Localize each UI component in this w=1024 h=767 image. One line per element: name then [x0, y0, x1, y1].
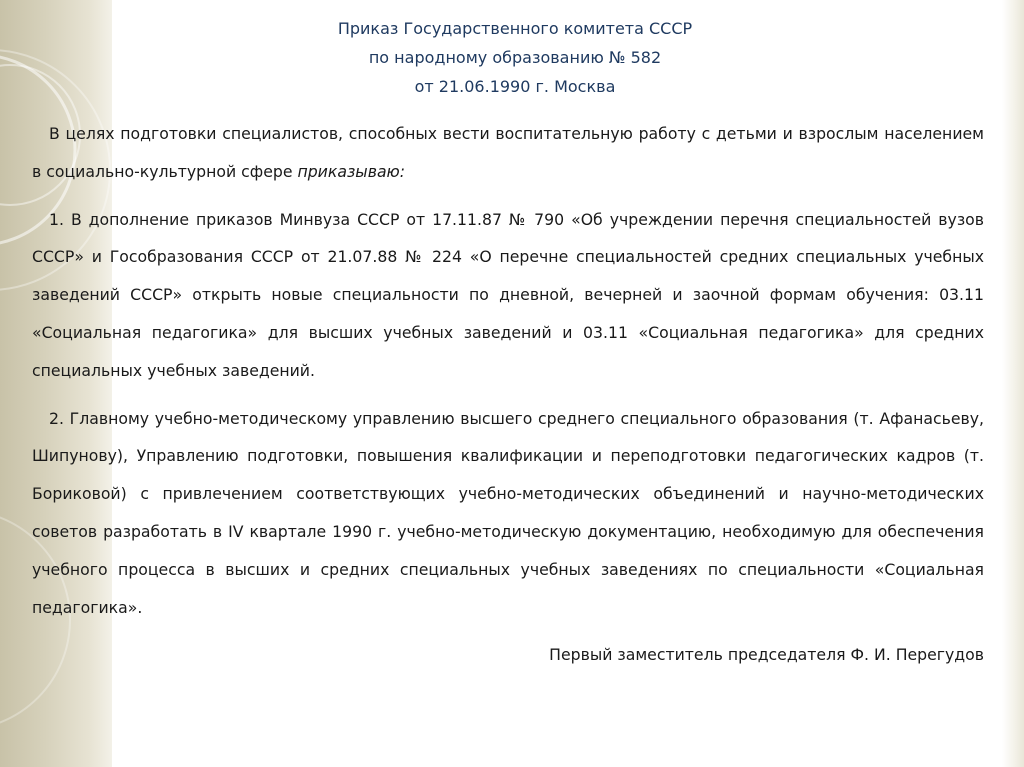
page-title — [130, 14, 900, 101]
item-1-paragraph: 1. В дополнение приказов Минвуза СССР от 17.11.87 № 790 «Об учреждении перечня специальностей вузов СССР» и Гособразования СССР от 21.07.88 № 224 «О перечне специальностей средних специальных учебных заведений СССР» открыть новые специальности по дневной, вечерней и заочной формам обучения: 03.11 «Социальная педагогика» для высших учебных заведений и 03.11 «Социальная педагогика» для средних специальных учебных заведений. — [32, 209, 984, 380]
intro-text: В целях подготовки специалистов, способных вести воспитательную работу с детьми и взрослым населением в социально-культурной сфере — [32, 124, 984, 181]
item-2-paragraph: 2. Главному учебно-методическому управлению высшего среднего специального образования (т. Афанасьеву, Шипунову), Управлению подготовки, повышения квалификации и переподготовки педагогических кадров (т. Бориковой) с привлечением соответствующих учебно-методических объединений и научно-методических советов разработать в IV квартале 1990 г. учебно-методическую документацию, необходимую для обеспечения учебного процесса в высших и средних специальных учебных заведениях по специальности «Социальная педагогика». — [32, 408, 984, 617]
decorative-right-edge — [1002, 0, 1024, 767]
title-line-2: по народному образованию № 582 — [368, 48, 662, 67]
title-line-3: от 21.06.1990 г. Москва — [414, 77, 616, 96]
title-line-1: Приказ Государственного комитета СССР — [337, 19, 693, 38]
signature: Первый заместитель председателя Ф. И. Перегудов — [549, 645, 984, 665]
intro-paragraph — [32, 115, 984, 191]
intro-emphasis: приказываю: — [297, 161, 406, 181]
document-body — [32, 115, 984, 674]
